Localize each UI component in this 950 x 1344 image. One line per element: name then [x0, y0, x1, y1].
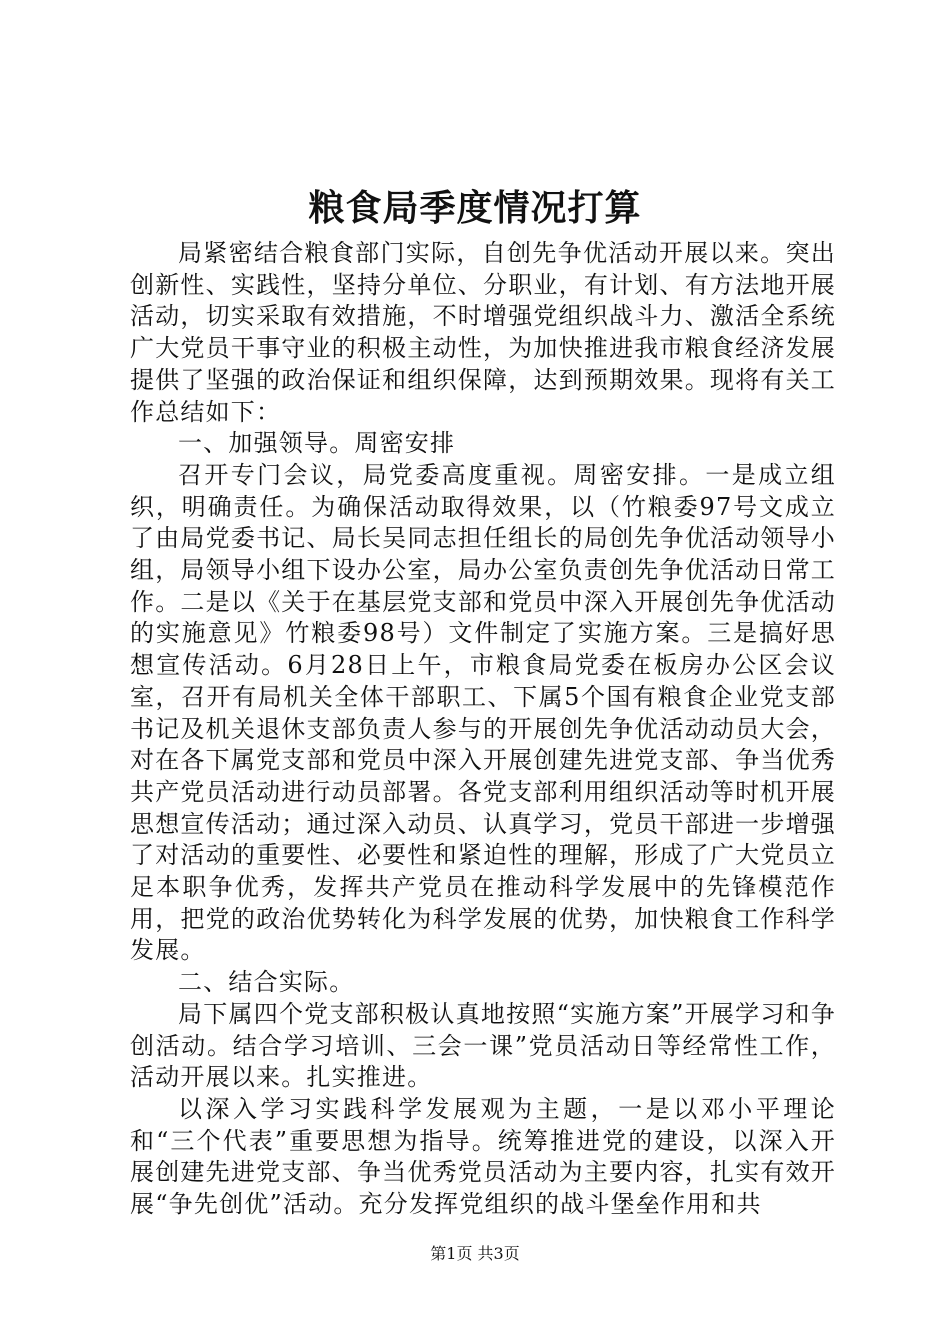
paragraph-section-1: 召开专门会议，局党委高度重视。周密安排。一是成立组织，明确责任。为确保活动取得效果，以（竹粮委97号文成立了由局党委书记、局长吴同志担任组长的局创先争优活动领导小组，局领导小组下设办公室，局办公室负责创先争优活动日常工作。二是以《关于在基层党支部和党员中深入开展创先争优活动的实施意见》竹粮委98号）文件制定了实施方案。三是搞好思想宣传活动。6月28日上午，市粮食局党委在板房办公区会议室，召开有局机关全体干部职工、下属5个国有粮食企业党支部书记及机关退休支部负责人参与的开展创先争优活动动员大会，对在各下属党支部和党员中深入开展创建先进党支部、争当优秀共产党员活动进行动员部署。各党支部利用组织活动等时机开展思想宣传活动；通过深入动员、认真学习，党员干部进一步增强了对活动的重要性、必要性和紧迫性的理解，形成了广大党员立足本职争优秀，发挥共产党员在推动科学发展中的先锋模范作用，把党的政治优势转化为科学发展的优势，加快粮食工作科学发展。 [130, 460, 836, 965]
section-heading-2: 二、结合实际。 [178, 968, 355, 997]
page-number-footer: 第1页 共3页 [430, 1244, 520, 1263]
paragraph-intro: 局紧密结合粮食部门实际，自创先争优活动开展以来。突出创新性、实践性，坚持分单位、分职业，有计划、有方法地开展活动，切实采取有效措施，不时增强党组织战斗力、激活全系统广大党员干事守业的积极主动性，为加快推进我市粮食经济发展提供了坚强的政治保证和组织保障，达到预期效果。现将有关工作总结如下： [130, 239, 836, 426]
paragraph-section-2a: 局下属四个党支部积极认真地按照“实施方案”开展学习和争创活动。结合学习培训、三会一课”党员活动日等经常性工作，活动开展以来。扎实推进。 [130, 999, 836, 1092]
section-heading-1: 一、加强领导。周密安排 [178, 429, 456, 458]
document-title: 粮食局季度情况打算 [308, 187, 642, 229]
paragraph-section-2b: 以深入学习实践科学发展观为主题，一是以邓小平理论和“三个代表”重要思想为指导。统筹推进党的建设，以深入开展创建先进党支部、争当优秀党员活动为主要内容，扎实有效开展“争先创优”活动。充分发挥党组织的战斗堡垒作用和共 [130, 1094, 836, 1219]
document-body [130, 238, 836, 1221]
